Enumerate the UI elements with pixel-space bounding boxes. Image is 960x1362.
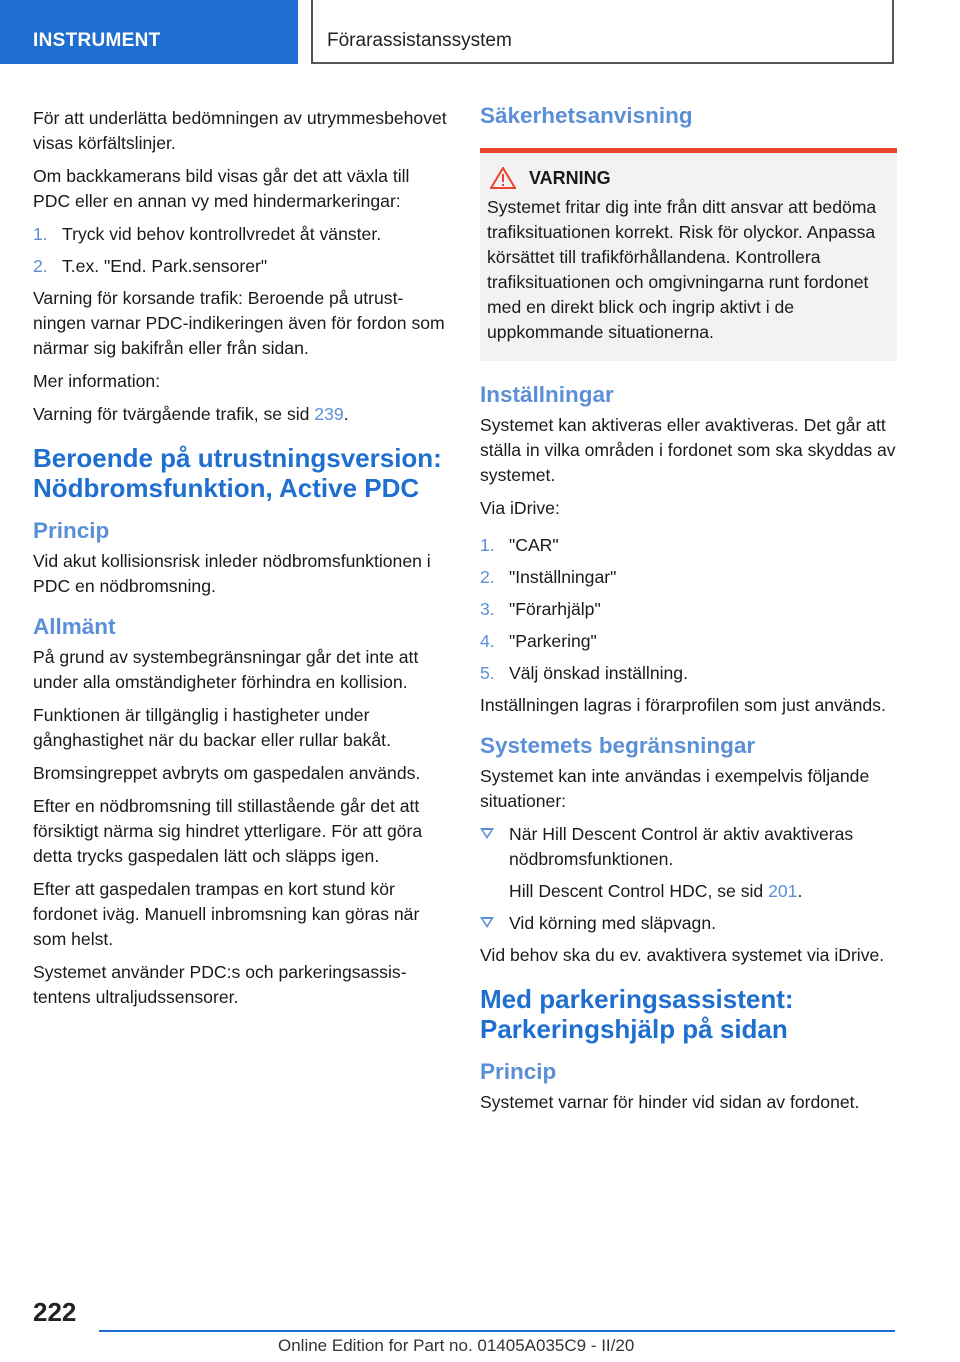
bullet-subtext [480, 879, 897, 904]
paragraph: Systemet använder PDC:s och parkeringsassistentens ultraljudssensorer. [33, 962, 407, 1007]
list-item [33, 254, 450, 279]
list-number: 2. [480, 567, 495, 587]
warning-box [480, 153, 897, 361]
page-link-239[interactable]: 239 [314, 404, 344, 424]
subheading: Princip [33, 518, 110, 543]
chapter-title: Förarassistanssystem [327, 30, 512, 51]
left-column [33, 106, 450, 1018]
list-number: 3. [480, 599, 495, 619]
paragraph: Mer information: [33, 371, 161, 391]
paragraph: Systemet kan inte användas i exempelvis följande situationer: [480, 766, 870, 811]
list-number: 1. [480, 535, 495, 555]
paragraph: Inställningen lagras i förarprofilen som just används. [480, 695, 886, 715]
paragraph: Varning för korsande trafik: Beroende på utrustningen varnar PDC-indikeringen även för fordon som närmar sig bakifrån eller från sidan. [33, 288, 445, 358]
section-tab [0, 0, 298, 64]
list-text: Tryck vid behov kontrollvredet åt vänster. [62, 224, 382, 244]
warning-triangle-icon [490, 167, 516, 189]
list-text: "Parkering" [509, 631, 597, 651]
bullet-triangle-icon [480, 917, 494, 928]
section-heading: Med parkeringsassistent: Parkeringshjälp på sidan [480, 984, 794, 1044]
list-item [480, 597, 897, 622]
page-link-201[interactable]: 201 [768, 881, 798, 901]
list-item [480, 629, 897, 654]
page-number: 222 [33, 1297, 77, 1327]
text: Hill Descent Control HDC, se sid [509, 881, 769, 901]
paragraph: Efter att gaspedalen trampas en kort stund kör fordonet iväg. Manuell inbromsning kan göras när som helst. [33, 879, 420, 949]
paragraph: För att underlätta bedömningen av utrymmesbehovet visas körfältslinjer. [33, 108, 447, 153]
subheading: Allmänt [33, 614, 116, 639]
bullet-item [480, 911, 897, 936]
paragraph: Via iDrive: [480, 498, 560, 518]
chapter-tab [311, 0, 894, 64]
list-item [33, 222, 450, 247]
bullet-item [480, 822, 897, 872]
right-column [480, 103, 897, 1123]
paragraph: Funktionen är tillgänglig i hastigheter under gånghastighet när du backar eller rullar bakåt. [33, 705, 391, 750]
bullet-text: Vid körning med släpvagn. [509, 913, 717, 933]
bullet-text: När Hill Descent Control är aktiv avaktiveras nödbromsfunktionen. [509, 824, 854, 869]
list-item [480, 533, 897, 558]
subheading: Princip [480, 1059, 557, 1084]
list-item [480, 565, 897, 590]
paragraph: Vid akut kollisionsrisk inleder nödbromsfunktionen i PDC en nödbromsning. [33, 551, 431, 596]
warning-text: Systemet fritar dig inte från ditt ansvar att bedöma trafiksituationen korrekt. Risk för olyckor. Anpassa körsättet till trafikförhållandena. Kontrollera trafiksituationen och omgivningarna runt fordonet med en direkt blick och ingrip aktivt i de uppkommande situationerna. [487, 197, 877, 342]
section-heading: Beroende på utrustningsversion: Nödbromsfunktion, Active PDC [33, 443, 442, 503]
paragraph: Efter en nödbromsning till stillastående går det att försiktigt närma sig hindret ytterligare. För att göra detta trycks gaspedalen lätt och släpps igen. [33, 796, 423, 866]
bullet-triangle-icon [480, 828, 494, 839]
paragraph: Systemet kan aktiveras eller avaktiveras. Det går att ställa in vilka områden i fordonet som ska skyddas av systemet. [480, 415, 896, 485]
paragraph: Systemet varnar för hinder vid sidan av fordonet. [480, 1092, 860, 1112]
text: Varning för tvärgående trafik, se sid [33, 404, 315, 424]
warning-title: VARNING [529, 167, 611, 188]
paragraph: Vid behov ska du ev. avaktivera systemet via iDrive. [480, 945, 885, 965]
list-number: 4. [480, 631, 495, 651]
list-number: 5. [480, 663, 495, 683]
paragraph: På grund av systembegränsningar går det inte att under alla omständigheter förhindra en kollision. [33, 647, 419, 692]
subheading: Inställningar [480, 382, 614, 407]
paragraph: Om backkamerans bild visas går det att växla till PDC eller en annan vy med hindermarkeringar: [33, 166, 410, 211]
list-text: Välj önskad inställning. [509, 663, 688, 683]
footer-divider [99, 1330, 895, 1332]
subheading: Säkerhetsanvisning [480, 103, 693, 128]
list-item [480, 661, 897, 686]
paragraph: Bromsingreppet avbryts om gaspedalen används. [33, 763, 421, 783]
list-number: 2. [33, 256, 48, 276]
footer-edition: Online Edition for Part no. 01405A035C9 - II/20 [278, 1336, 635, 1355]
warning-header [487, 167, 889, 189]
text: . [343, 404, 349, 424]
paragraph-with-link [33, 402, 450, 427]
list-number: 1. [33, 224, 48, 244]
list-text: "Förarhjälp" [509, 599, 601, 619]
text: . [797, 881, 803, 901]
list-text: "Inställningar" [509, 567, 617, 587]
list-text: T.ex. "End. Park.sensorer" [62, 256, 268, 276]
list-text: "CAR" [509, 535, 559, 555]
section-title: INSTRUMENT [33, 30, 161, 51]
subheading: Systemets begränsningar [480, 733, 756, 758]
